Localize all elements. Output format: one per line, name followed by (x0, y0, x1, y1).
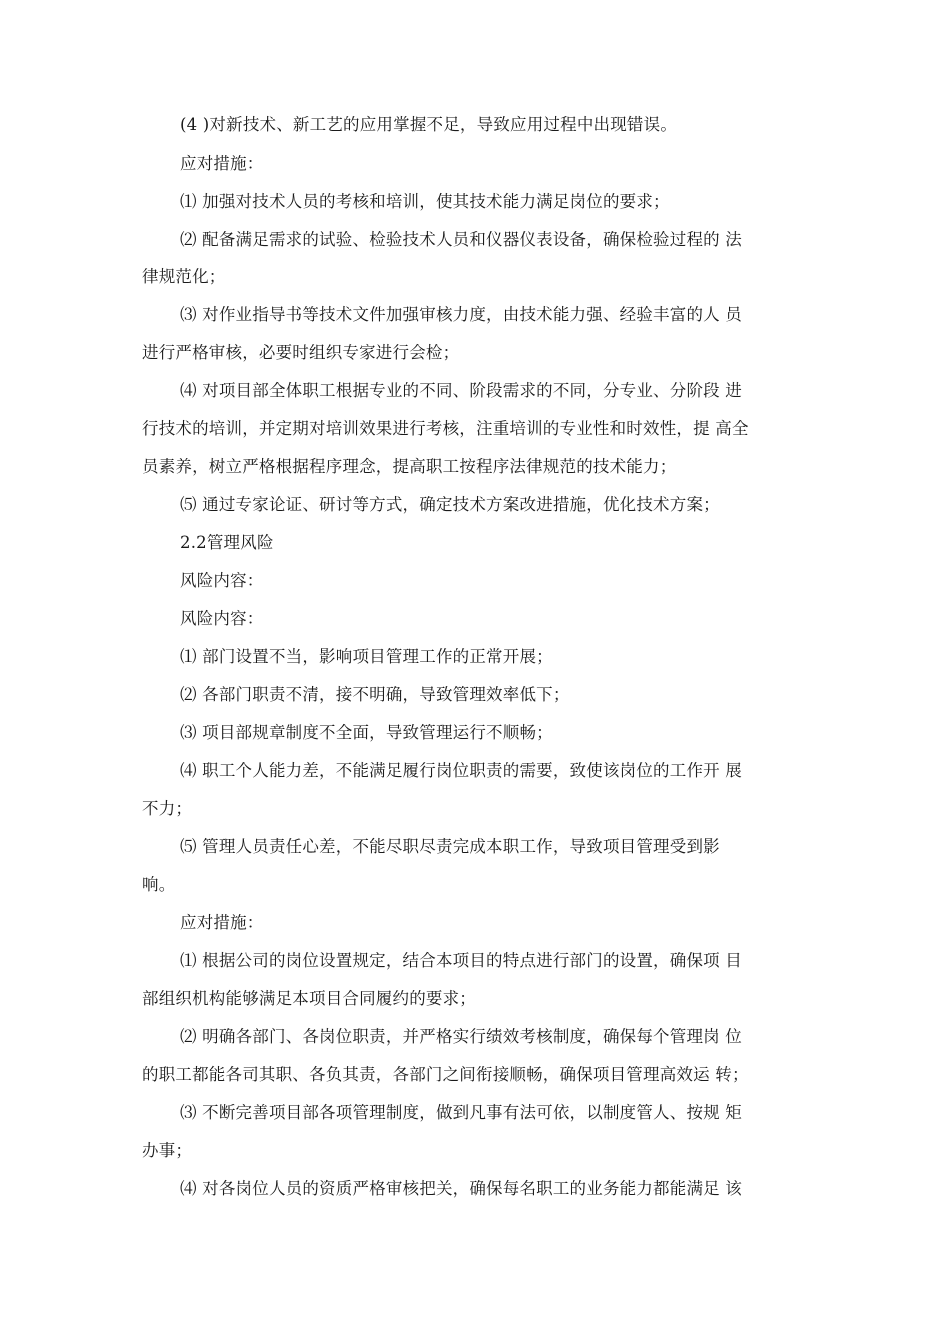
paragraph-line: 不力； (142, 799, 193, 818)
paragraph-line: ⑶ 不断完善项目部各项管理制度，做到凡事有法可依，以制度管人、按规 矩 (180, 1103, 742, 1122)
section-label: 应对措施： (180, 154, 264, 173)
paragraph-line: ⑶ 项目部规章制度不全面，导致管理运行不顺畅； (180, 723, 553, 742)
paragraph-line: ⑵ 配备满足需求的试验、检验技术人员和仪器仪表设备，确保检验过程的 法 (180, 230, 742, 249)
paragraph-line: ⑷ 职工个人能力差，不能满足履行岗位职责的需要，致使该岗位的工作开 展 (180, 761, 742, 780)
paragraph-line: 办事； (142, 1141, 193, 1160)
paragraph-line: 进行严格审核，必要时组织专家进行会检； (142, 343, 460, 362)
paragraph-line: ⑶ 对作业指导书等技术文件加强审核力度，由技术能力强、经验丰富的人 员 (180, 305, 742, 324)
paragraph-line: ⑵ 各部门职责不清，接不明确，导致管理效率低下； (180, 685, 570, 704)
paragraph-line: 响。 (142, 875, 176, 894)
section-label: 应对措施： (180, 913, 264, 932)
paragraph-line: ⑷ 对项目部全体职工根据专业的不同、阶段需求的不同，分专业、分阶段 进 (180, 381, 742, 400)
paragraph-line: (4 )对新技术、新工艺的应用掌握不足，导致应用过程中出现错误。 (180, 115, 678, 134)
paragraph-line: 部组织机构能够满足本项目合同履约的要求； (142, 989, 476, 1008)
paragraph-line: ⑴ 加强对技术人员的考核和培训，使其技术能力满足岗位的要求； (180, 192, 670, 211)
section-heading: 2.2管理风险 (180, 533, 274, 552)
paragraph-line: 行技术的培训，并定期对培训效果进行考核，注重培训的专业性和时效性，提 高全 (142, 419, 749, 438)
paragraph-line: 的职工都能各司其职、各负其责，各部门之间衔接顺畅，确保项目管理高效运 转； (142, 1065, 749, 1084)
paragraph-line: ⑷ 对各岗位人员的资质严格审核把关，确保每名职工的业务能力都能满足 该 (180, 1179, 742, 1198)
paragraph-line: ⑴ 部门设置不当，影响项目管理工作的正常开展； (180, 647, 553, 666)
paragraph-line: ⑸ 管理人员责任心差，不能尽职尽责完成本职工作，导致项目管理受到影 (180, 837, 720, 856)
section-label: 风险内容： (180, 571, 264, 590)
section-label: 风险内容： (180, 609, 264, 628)
paragraph-line: ⑸ 通过专家论证、研讨等方式，确定技术方案改进措施，优化技术方案； (180, 495, 720, 514)
paragraph-line: ⑴ 根据公司的岗位设置规定，结合本项目的特点进行部门的设置，确保项 目 (180, 951, 742, 970)
paragraph-line: 员素养，树立严格根据程序理念，提高职工按程序法律规范的技术能力； (142, 457, 677, 476)
paragraph-line: ⑵ 明确各部门、各岗位职责，并严格实行绩效考核制度，确保每个管理岗 位 (180, 1027, 742, 1046)
paragraph-line: 律规范化； (142, 267, 226, 286)
